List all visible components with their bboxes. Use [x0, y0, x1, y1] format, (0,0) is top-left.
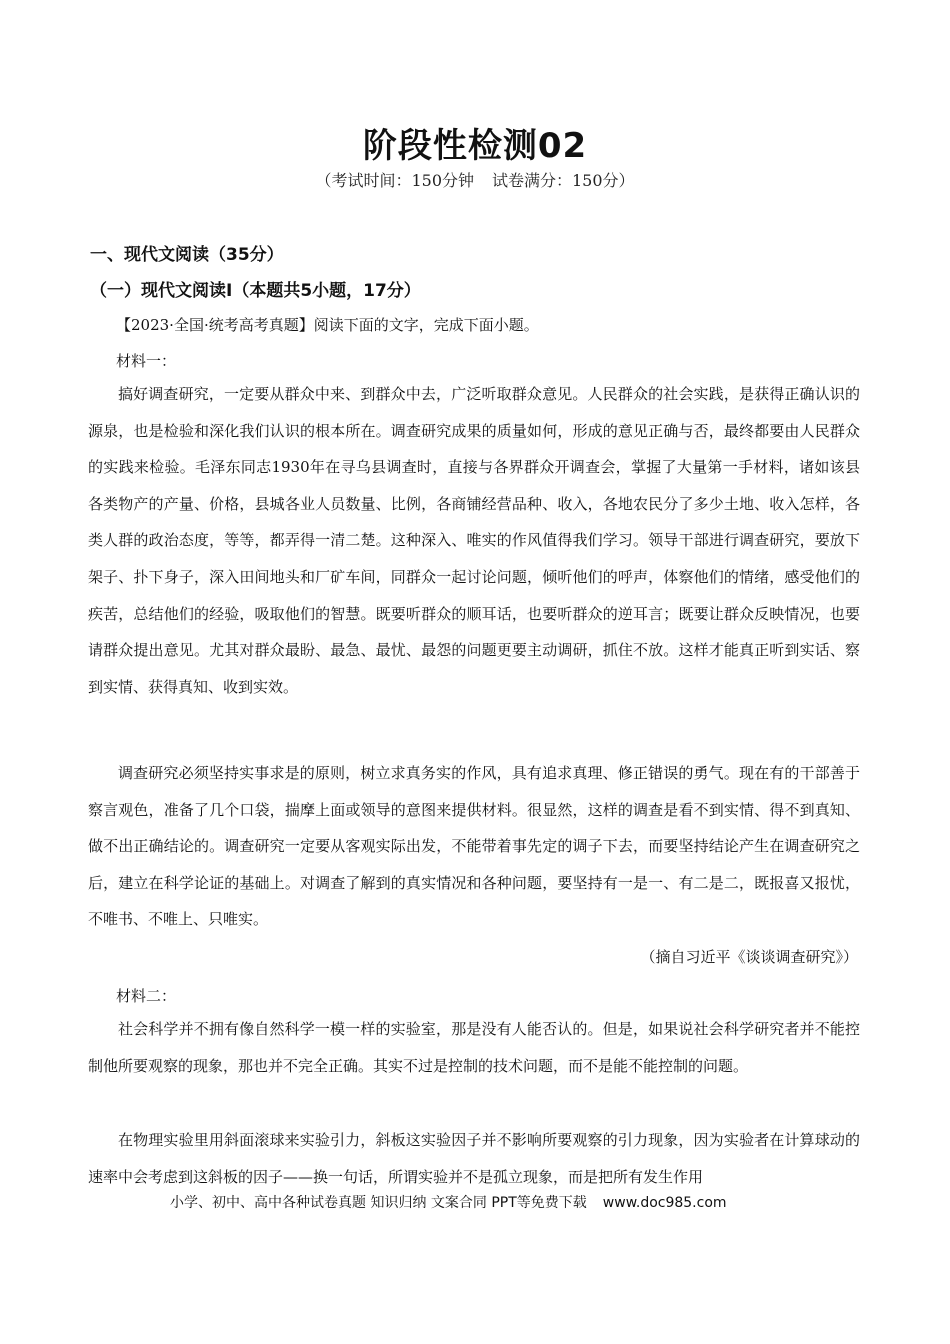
full-score: 试卷满分：150分） [492, 171, 635, 190]
material1-label: 材料一： [116, 352, 177, 370]
page-title: 阶段性检测02 [362, 126, 588, 166]
section-heading-reading1: （一）现代文阅读Ⅰ（本题共5小题，17分） [90, 281, 421, 301]
footer-url[interactable]: www.doc985.com [602, 1195, 727, 1211]
material2-paragraph1: 社会科学并不拥有像自然科学一模一样的实验室，那是没有人能否认的。但是，如果说社会科学研究者并不能控制他所要观察的现象，那也并不完全正确。其实不过是控制的技术问题，而不是能不能控制的问题。 [88, 1020, 860, 1075]
material1-source: （摘自习近平《谈谈调查研究》） [640, 948, 858, 966]
exam-time: （考试时间：150分钟 [315, 171, 474, 190]
material1-paragraph2: 调查研究必须坚持实事求是的原则，树立求真务实的作风，具有追求真理、修正错误的勇气。现在有的干部善于察言观色，准备了几个口袋，揣摩上面或领导的意图来提供材料。很显然，这样的调查是看不到实情、得不到真知、做不出正确结论的。调查研究一定要从客观实际出发，不能带着事先定的调子下去，而要坚持结论产生在调查研究之后，建立在科学论证的基础上。对调查了解到的真实情况和各种问题，要坚持有一是一、有二是二，既报喜又报忧，不唯书、不唯上、只唯实。 [88, 764, 860, 929]
material2-paragraph2: 在物理实验里用斜面滚球来实验引力，斜板这实验因子并不影响所要观察的引力现象，因为实验者在计算球动的速率中会考虑到这斜板的因子——换一句话，所谓实验并不是孤立现象，而是把所有发生作用 [88, 1131, 860, 1186]
question-intro: 【2023·全国·统考高考真题】阅读下面的文字，完成下面小题。 [116, 316, 539, 334]
exam-info [0, 168, 950, 191]
page-footer [170, 1192, 727, 1212]
section-heading-part1: 一、现代文阅读（35分） [90, 245, 284, 265]
footer-text: 小学、初中、高中各种试卷真题 知识归纳 文案合同 PPT等免费下载 [170, 1195, 587, 1211]
material2-label: 材料二： [116, 987, 177, 1005]
material1-paragraph1: 搞好调查研究，一定要从群众中来、到群众中去，广泛听取群众意见。人民群众的社会实践，是获得正确认识的源泉，也是检验和深化我们认识的根本所在。调查研究成果的质量如何，形成的意见正确与否，最终都要由人民群众的实践来检验。毛泽东同志1930年在寻乌县调查时，直接与各界群众开调查会，掌握了大量第一手材料，诸如该县各类物产的产量、价格，县城各业人员数量、比例，各商铺经营品种、收入，各地农民分了多少土地、收入怎样，各类人群的政治态度，等等，都弄得一清二楚。这种深入、唯实的作风值得我们学习。领导干部进行调查研究，要放下架子、扑下身子，深入田间地头和厂矿车间，同群众一起讨论问题，倾听他们的呼声，体察他们的情绪，感受他们的疾苦，总结他们的经验，吸取他们的智慧。既要听群众的顺耳话，也要听群众的逆耳言；既要让群众反映情况，也要请群众提出意见。尤其对群众最盼、最急、最忧、最怨的问题更要主动调研，抓住不放。这样才能真正听到实话、察到实情、获得真知、收到实效。 [88, 385, 860, 696]
